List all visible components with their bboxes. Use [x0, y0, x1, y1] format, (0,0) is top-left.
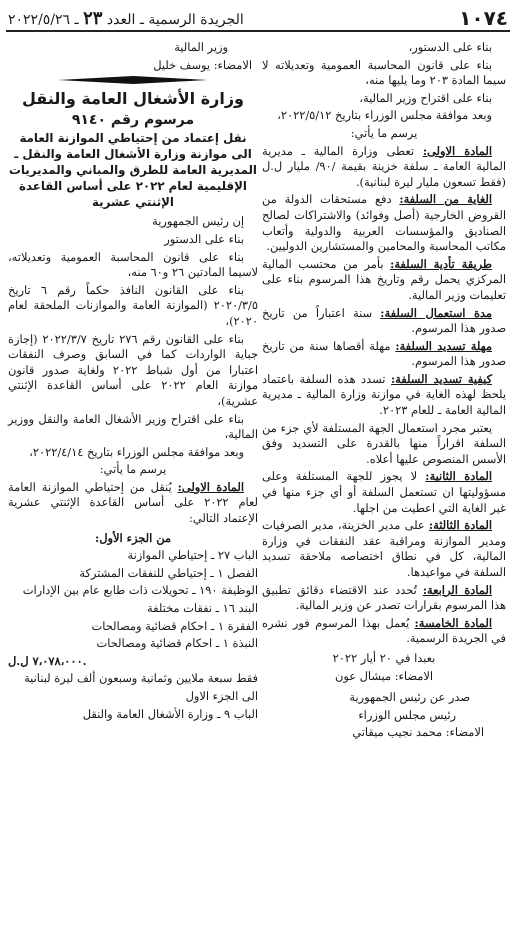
- amount-in-words: فقط سبعة ملايين وثمانية وسبعون ألف ليرة لبنانية: [24, 671, 258, 686]
- part-heading: من الجزء الأول:: [95, 530, 171, 545]
- article-text: تُحدد عند الاقتضاء دقائق تطبيق هذا المرسوم بقرارات تصدر عن وزير المالية.: [262, 582, 506, 613]
- text-paragraph: بناء على قانون المحاسبة العمومية وتعديلاته لا سيما المادة ٢٠٣ وما يليها منه،: [262, 57, 506, 88]
- pm-title: رئيس مجلس الوزراء: [358, 707, 456, 722]
- budget-line: الوظيفة ١٩٠ ـ تحويلات ذات طابع عام بين الإدارات: [22, 583, 258, 598]
- clause-label: مدة استعمال السلفة:: [380, 305, 492, 320]
- clause-text: دفع مستحقات الدولة من القروض الخارجية (أصل وفوائد) والاشتراكات لصالح الصناديق والمؤسسات العربية والدولية وأتعاب مكاتب المحاسبة والمحامين والمستشارين الدوليين.: [262, 192, 506, 254]
- advance-method: [262, 257, 506, 304]
- clause-label: طريقة تأدية السلفة:: [390, 256, 492, 271]
- finance-minister-title: وزير المالية: [174, 40, 228, 54]
- article-label: المادة الخامسة:: [414, 615, 492, 630]
- clause-text: بأمر من محتسب المالية المركزي يحمل رقم وتاريخ هذا المرسوم بناء على تعليمات وزير المالية.: [262, 256, 506, 302]
- clause-label: مهلة تسديد السلفة:: [395, 338, 493, 353]
- budget-line: الفصل ١ ـ إحتياطي للنفقات المشتركة: [79, 565, 258, 580]
- clause-text: مهلة أقصاها سنة من تاريخ صدور هذا المرسوم.: [262, 338, 506, 369]
- article-text: يُعمل بهذا المرسوم فور نشره في الجريدة الرسمية.: [262, 615, 506, 646]
- clause-label: كيفية تسديد السلفة:: [390, 371, 492, 386]
- running-title-prefix: الجريدة الرسمية ـ العدد: [106, 12, 244, 28]
- article-label: المادة الاولى:: [422, 143, 492, 158]
- signature-finance-minister: الامضاء: يوسف خليل: [153, 57, 252, 72]
- page-header: [6, 6, 510, 30]
- page-number: ١٠٧٤: [459, 6, 508, 30]
- advance-usage-period: [262, 306, 506, 337]
- clause-label: الغاية من السلفة:: [399, 192, 492, 207]
- text-paragraph: بناء على الدستور: [164, 231, 244, 246]
- article-text: على مدير الخزينة، مدير الصرفيات ومدير الموازنة ومراقبة عقد النفقات في وزارة المالية، كل في نطاق اختصاصه ملاحقة تسديد السلفة في مواعيدها.: [262, 518, 506, 579]
- article-label: المادة الاولى:: [177, 479, 245, 494]
- article-text: يُنقل من إحتياطي الموازنة العامة لعام ٢٠٢٢ على أساس القاعدة الإثنتي عشرية الإعتماد التالي:: [8, 479, 258, 526]
- running-title: [8, 8, 244, 29]
- transfer-amount: ٧،٠٧٨،٠٠٠ ل.ل.: [8, 653, 87, 668]
- article-1: [262, 144, 506, 191]
- article-label: المادة الثالثة:: [428, 518, 492, 533]
- text-paragraph: وبعد موافقة مجلس الوزراء بتاريخ ٢٠٢٢/٤/١٤،: [29, 444, 244, 459]
- text-paragraph: إن رئيس الجمهورية: [152, 214, 244, 229]
- article-text: تعطى وزارة المالية ـ مديرية المالية العامة ـ سلفة خزينة بقيمة /٩٠/ مليار ل.ل (فقط تسعون مليار ليرة لبنانية).: [262, 143, 506, 189]
- clause-text: سنة اعتباراً من تاريخ صدور هذا المرسوم.: [262, 305, 506, 336]
- budget-line: الباب ٩ ـ وزارة الأشغال العامة والنقل: [82, 706, 258, 721]
- article-label: المادة الرابعة:: [422, 582, 492, 597]
- signature-pm: الامضاء: محمد نجيب ميقاتي: [352, 725, 484, 740]
- text-paragraph: بناء على قانون المحاسبة العمومية وتعديلاته، لاسيما المادتين ٢٦ و٦٠ منه،: [8, 249, 258, 280]
- budget-line: البند ١٦ ـ نفقات مختلفة: [147, 601, 258, 616]
- running-title-date: ـ ٢٠٢٢/٥/٢٦: [8, 12, 79, 28]
- article-4: [262, 583, 506, 614]
- place-date: بعبدا في ٢٠ أيار ٢٠٢٢: [332, 650, 436, 665]
- text-paragraph: بناء على القانون رقم ٢٧٦ تاريخ ٢٠٢٢/٣/٧ (إجازة جباية الواردات كما في السابق وصرف النفقات اعتبارا من أول شباط ٢٠٢٢ ولغاية صدور قانون موازنة العام ٢٠٢٢ على أساس القاعدة الإثنتي عشرية)،: [8, 331, 258, 408]
- budget-line: الباب ٢٧ ـ إحتياطي الموازنة: [127, 548, 258, 563]
- article-label: المادة الثانية:: [425, 469, 492, 484]
- left-column: [8, 40, 258, 724]
- advance-goal: [262, 192, 506, 254]
- text-paragraph: بناء على القانون النافذ حكماً رقم ٦ تاريخ ٢٠٢٠/٣/٥ (الموازنة العامة والموازنات الملحقة لعام ٢٠٢٠)،: [8, 282, 258, 328]
- article-1: [8, 480, 258, 527]
- signature-president: الامضاء: ميشال عون: [334, 668, 434, 683]
- advance-repay-method: [262, 372, 506, 419]
- text-paragraph: بناء على الدستور،: [408, 40, 492, 54]
- text-paragraph: بناء على اقتراح وزير الأشغال العامة والنقل ووزير المالية،: [8, 411, 258, 442]
- decrees-line: يرسم ما يأتي:: [350, 125, 418, 140]
- budget-line: الى الجزء الاول: [185, 689, 258, 703]
- article-3: [262, 518, 506, 580]
- clause-text: تسدد هذه السلفة باعتماد يلحظ لهذه الغاية في موازنة وزارة المالية ـ مديرية المالية العامة ـ للعام ٢٠٢٣.: [262, 371, 506, 418]
- text-paragraph: وبعد موافقة مجلس الوزراء بتاريخ ٢٠٢٢/٥/١٢،: [277, 108, 492, 123]
- decree-title: نقل إعتماد من إحتياطي الموازنة العامة الى موازنة وزارة الأشغال العامة والنقل ـ المديرية العامة للطرق والمباني والمديريات الإقليمية لعام ٢٠٢٢ على أساس القاعدة الإثنتي عشرية: [9, 131, 257, 210]
- decree-number: مرسوم رقم ٩١٤٠: [71, 111, 195, 128]
- decrees-line: يرسم ما يأتي:: [99, 462, 167, 477]
- budget-line: النبذة ١ ـ احكام قضائية ومصالحات: [96, 636, 258, 651]
- issue-number: ٢٣: [83, 8, 103, 29]
- section-divider-icon: [58, 75, 208, 85]
- article-2: [262, 469, 506, 516]
- right-column: [262, 40, 506, 743]
- advance-repay-period: [262, 339, 506, 370]
- text-paragraph: يعتبر مجرد استعمال الجهة المستلفة لأي جزء من السلفة اقراراً منها بالقدرة على التسديد وفق الأسس المنصوص عليها أعلاه.: [262, 420, 506, 466]
- ministry-heading: وزارة الأشغال العامة والنقل: [22, 89, 244, 109]
- issued-by: صدر عن رئيس الجمهورية: [349, 690, 470, 705]
- header-rule: [6, 30, 510, 32]
- budget-line: الفقرة ١ ـ احكام قضائية ومصالحات: [91, 618, 258, 633]
- text-paragraph: بناء على اقتراح وزير المالية،: [359, 90, 492, 105]
- article-5: [262, 616, 506, 647]
- article-text: لا يجوز للجهة المستلفة وعلى مسؤوليتها ان تستعمل السلفة أو أي جزء منها في غير الغاية التي اعطيت من اجلها.: [262, 469, 506, 515]
